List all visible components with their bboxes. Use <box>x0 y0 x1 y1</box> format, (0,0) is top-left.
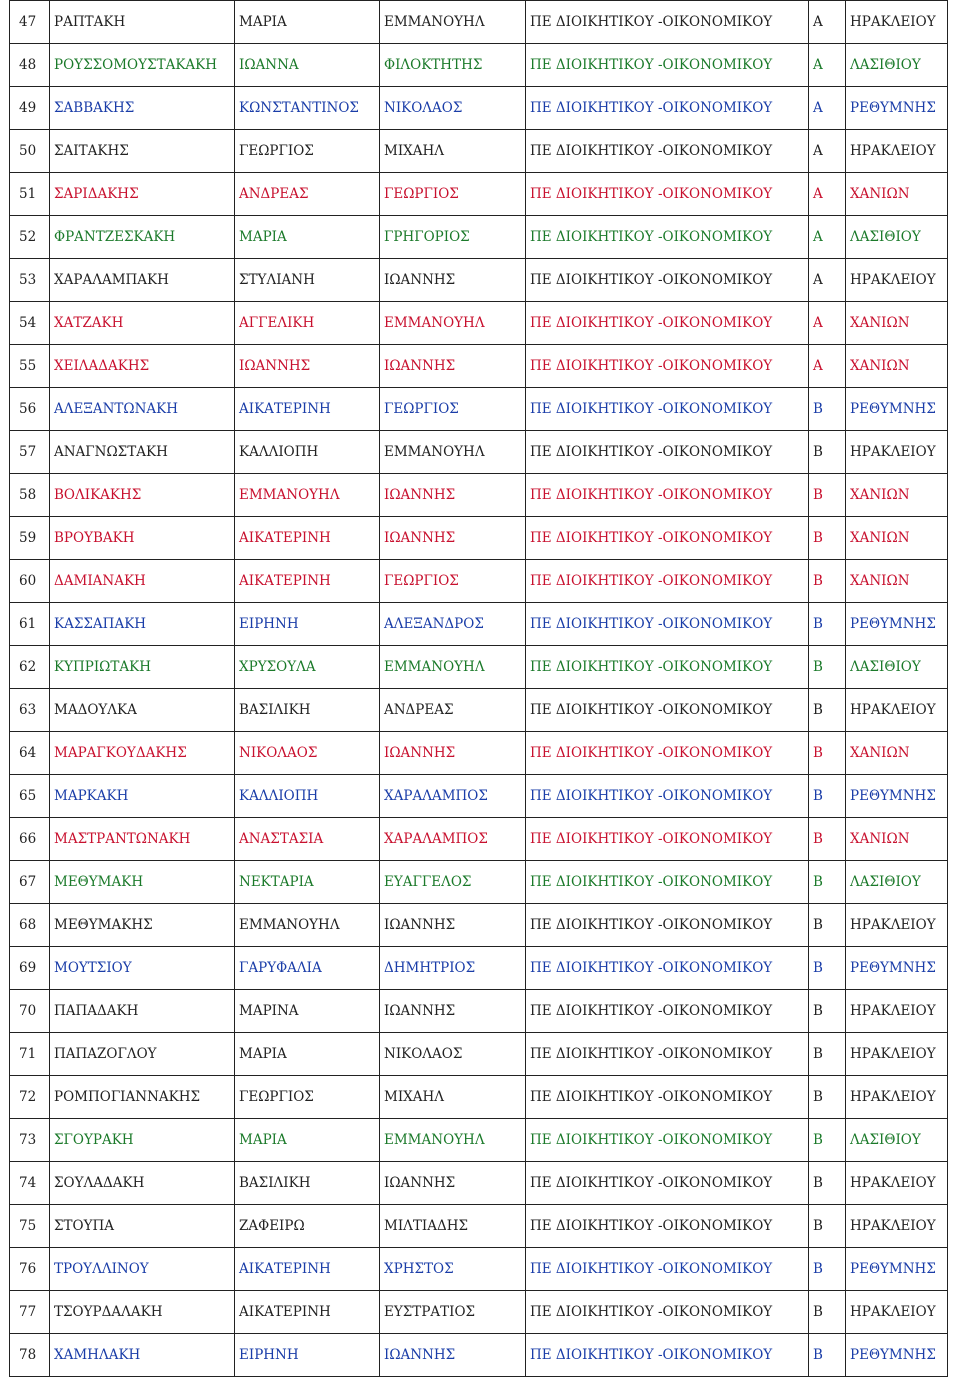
surname-cell: ΧΑΤΖΑΚΗ <box>50 302 235 345</box>
table-row <box>10 216 948 259</box>
first-name-cell: ΑΙΚΑΤΕΡΙΝΗ <box>235 388 380 431</box>
prefecture-cell: ΡΕΘΥΜΝΗΣ <box>846 1334 948 1377</box>
row-number-cell: 71 <box>10 1033 50 1076</box>
surname-cell: ΒΟΛΙΚΑΚΗΣ <box>50 474 235 517</box>
prefecture-cell: ΗΡΑΚΛΕΙΟΥ <box>846 990 948 1033</box>
prefecture-cell: ΛΑΣΙΘΙΟΥ <box>846 216 948 259</box>
first-name-cell: ΧΡΥΣΟΥΛΑ <box>235 646 380 689</box>
surname-cell: ΑΛΕΞΑΝΤΩΝΑΚΗ <box>50 388 235 431</box>
grade-cell: Α <box>809 44 846 87</box>
branch-cell: ΠΕ ΔΙΟΙΚΗΤΙΚΟΥ -ΟΙΚΟΝΟΜΙΚΟΥ <box>526 947 809 990</box>
surname-cell: ΣΓΟΥΡΑΚΗ <box>50 1119 235 1162</box>
prefecture-cell: ΗΡΑΚΛΕΙΟΥ <box>846 130 948 173</box>
branch-cell: ΠΕ ΔΙΟΙΚΗΤΙΚΟΥ -ΟΙΚΟΝΟΜΙΚΟΥ <box>526 173 809 216</box>
first-name-cell: ΑΝΑΣΤΑΣΙΑ <box>235 818 380 861</box>
first-name-cell: ΕΜΜΑΝΟΥΗΛ <box>235 904 380 947</box>
prefecture-cell: ΧΑΝΙΩΝ <box>846 517 948 560</box>
grade-cell: Α <box>809 216 846 259</box>
surname-cell: ΠΑΠΑΖΟΓΛΟΥ <box>50 1033 235 1076</box>
row-number-cell: 70 <box>10 990 50 1033</box>
branch-cell: ΠΕ ΔΙΟΙΚΗΤΙΚΟΥ -ΟΙΚΟΝΟΜΙΚΟΥ <box>526 87 809 130</box>
grade-cell: Β <box>809 732 846 775</box>
table-row <box>10 1334 948 1377</box>
grade-cell: Α <box>809 173 846 216</box>
grade-cell: Β <box>809 947 846 990</box>
table-row <box>10 646 948 689</box>
grade-cell: Α <box>809 345 846 388</box>
father-name-cell: ΔΗΜΗΤΡΙΟΣ <box>380 947 526 990</box>
first-name-cell: ΕΙΡΗΝΗ <box>235 603 380 646</box>
table-row <box>10 904 948 947</box>
table-row <box>10 603 948 646</box>
surname-cell: ΜΑΡΚΑΚΗ <box>50 775 235 818</box>
grade-cell: Α <box>809 87 846 130</box>
row-number-cell: 63 <box>10 689 50 732</box>
first-name-cell: ΖΑΦΕΙΡΩ <box>235 1205 380 1248</box>
branch-cell: ΠΕ ΔΙΟΙΚΗΤΙΚΟΥ -ΟΙΚΟΝΟΜΙΚΟΥ <box>526 302 809 345</box>
first-name-cell: ΜΑΡΙΑ <box>235 1033 380 1076</box>
branch-cell: ΠΕ ΔΙΟΙΚΗΤΙΚΟΥ -ΟΙΚΟΝΟΜΙΚΟΥ <box>526 603 809 646</box>
father-name-cell: ΙΩΑΝΝΗΣ <box>380 1162 526 1205</box>
grade-cell: Β <box>809 474 846 517</box>
grade-cell: Β <box>809 603 846 646</box>
row-number-cell: 55 <box>10 345 50 388</box>
father-name-cell: ΓΕΩΡΓΙΟΣ <box>380 388 526 431</box>
table-row <box>10 1162 948 1205</box>
surname-cell: ΒΡΟΥΒΑΚΗ <box>50 517 235 560</box>
father-name-cell: ΑΝΔΡΕΑΣ <box>380 689 526 732</box>
father-name-cell: ΝΙΚΟΛΑΟΣ <box>380 1033 526 1076</box>
prefecture-cell: ΧΑΝΙΩΝ <box>846 345 948 388</box>
first-name-cell: ΚΑΛΛΙΟΠΗ <box>235 775 380 818</box>
personnel-table <box>9 0 948 1377</box>
grade-cell: Β <box>809 1076 846 1119</box>
table-row <box>10 1 948 44</box>
prefecture-cell: ΡΕΘΥΜΝΗΣ <box>846 775 948 818</box>
row-number-cell: 73 <box>10 1119 50 1162</box>
prefecture-cell: ΡΕΘΥΜΝΗΣ <box>846 603 948 646</box>
prefecture-cell: ΡΕΘΥΜΝΗΣ <box>846 388 948 431</box>
grade-cell: Β <box>809 517 846 560</box>
branch-cell: ΠΕ ΔΙΟΙΚΗΤΙΚΟΥ -ΟΙΚΟΝΟΜΙΚΟΥ <box>526 1162 809 1205</box>
branch-cell: ΠΕ ΔΙΟΙΚΗΤΙΚΟΥ -ΟΙΚΟΝΟΜΙΚΟΥ <box>526 560 809 603</box>
father-name-cell: ΓΕΩΡΓΙΟΣ <box>380 173 526 216</box>
row-number-cell: 72 <box>10 1076 50 1119</box>
branch-cell: ΠΕ ΔΙΟΙΚΗΤΙΚΟΥ -ΟΙΚΟΝΟΜΙΚΟΥ <box>526 689 809 732</box>
row-number-cell: 77 <box>10 1291 50 1334</box>
father-name-cell: ΕΥΑΓΓΕΛΟΣ <box>380 861 526 904</box>
branch-cell: ΠΕ ΔΙΟΙΚΗΤΙΚΟΥ -ΟΙΚΟΝΟΜΙΚΟΥ <box>526 990 809 1033</box>
prefecture-cell: ΡΕΘΥΜΝΗΣ <box>846 947 948 990</box>
first-name-cell: ΙΩΑΝΝΗΣ <box>235 345 380 388</box>
grade-cell: Β <box>809 1119 846 1162</box>
grade-cell: Β <box>809 1205 846 1248</box>
row-number-cell: 65 <box>10 775 50 818</box>
table-row <box>10 560 948 603</box>
father-name-cell: ΕΥΣΤΡΑΤΙΟΣ <box>380 1291 526 1334</box>
prefecture-cell: ΧΑΝΙΩΝ <box>846 173 948 216</box>
row-number-cell: 66 <box>10 818 50 861</box>
prefecture-cell: ΧΑΝΙΩΝ <box>846 474 948 517</box>
grade-cell: Β <box>809 560 846 603</box>
table-row <box>10 689 948 732</box>
father-name-cell: ΜΙΛΤΙΑΔΗΣ <box>380 1205 526 1248</box>
branch-cell: ΠΕ ΔΙΟΙΚΗΤΙΚΟΥ -ΟΙΚΟΝΟΜΙΚΟΥ <box>526 1033 809 1076</box>
table-row <box>10 130 948 173</box>
branch-cell: ΠΕ ΔΙΟΙΚΗΤΙΚΟΥ -ΟΙΚΟΝΟΜΙΚΟΥ <box>526 818 809 861</box>
table-row <box>10 388 948 431</box>
table-row <box>10 44 948 87</box>
father-name-cell: ΙΩΑΝΝΗΣ <box>380 517 526 560</box>
prefecture-cell: ΗΡΑΚΛΕΙΟΥ <box>846 431 948 474</box>
table-row <box>10 474 948 517</box>
table-body <box>10 1 948 1377</box>
grade-cell: Β <box>809 1248 846 1291</box>
table-row <box>10 732 948 775</box>
surname-cell: ΡΑΠΤΑΚΗ <box>50 1 235 44</box>
surname-cell: ΚΑΣΣΑΠΑΚΗ <box>50 603 235 646</box>
table-row <box>10 173 948 216</box>
grade-cell: Β <box>809 1334 846 1377</box>
row-number-cell: 57 <box>10 431 50 474</box>
first-name-cell: ΑΙΚΑΤΕΡΙΝΗ <box>235 517 380 560</box>
first-name-cell: ΓΕΩΡΓΙΟΣ <box>235 1076 380 1119</box>
first-name-cell: ΚΩΝΣΤΑΝΤΙΝΟΣ <box>235 87 380 130</box>
surname-cell: ΜΟΥΤΣΙΟΥ <box>50 947 235 990</box>
first-name-cell: ΑΙΚΑΤΕΡΙΝΗ <box>235 560 380 603</box>
father-name-cell: ΧΡΗΣΤΟΣ <box>380 1248 526 1291</box>
row-number-cell: 62 <box>10 646 50 689</box>
father-name-cell: ΜΙΧΑΗΛ <box>380 1076 526 1119</box>
table-row <box>10 1076 948 1119</box>
father-name-cell: ΓΡΗΓΟΡΙΟΣ <box>380 216 526 259</box>
father-name-cell: ΕΜΜΑΝΟΥΗΛ <box>380 431 526 474</box>
father-name-cell: ΕΜΜΑΝΟΥΗΛ <box>380 1119 526 1162</box>
grade-cell: Α <box>809 259 846 302</box>
surname-cell: ΣΑΡΙΔΑΚΗΣ <box>50 173 235 216</box>
grade-cell: Β <box>809 431 846 474</box>
branch-cell: ΠΕ ΔΙΟΙΚΗΤΙΚΟΥ -ΟΙΚΟΝΟΜΙΚΟΥ <box>526 904 809 947</box>
prefecture-cell: ΛΑΣΙΘΙΟΥ <box>846 861 948 904</box>
first-name-cell: ΑΝΔΡΕΑΣ <box>235 173 380 216</box>
first-name-cell: ΕΙΡΗΝΗ <box>235 1334 380 1377</box>
surname-cell: ΣΟΥΛΑΔΑΚΗ <box>50 1162 235 1205</box>
prefecture-cell: ΧΑΝΙΩΝ <box>846 732 948 775</box>
grade-cell: Α <box>809 302 846 345</box>
branch-cell: ΠΕ ΔΙΟΙΚΗΤΙΚΟΥ -ΟΙΚΟΝΟΜΙΚΟΥ <box>526 1119 809 1162</box>
grade-cell: Β <box>809 775 846 818</box>
row-number-cell: 75 <box>10 1205 50 1248</box>
row-number-cell: 59 <box>10 517 50 560</box>
branch-cell: ΠΕ ΔΙΟΙΚΗΤΙΚΟΥ -ΟΙΚΟΝΟΜΙΚΟΥ <box>526 216 809 259</box>
surname-cell: ΧΕΙΛΑΔΑΚΗΣ <box>50 345 235 388</box>
surname-cell: ΣΑΒΒΑΚΗΣ <box>50 87 235 130</box>
table-row <box>10 302 948 345</box>
father-name-cell: ΦΙΛΟΚΤΗΤΗΣ <box>380 44 526 87</box>
row-number-cell: 54 <box>10 302 50 345</box>
grade-cell: Β <box>809 904 846 947</box>
father-name-cell: ΧΑΡΑΛΑΜΠΟΣ <box>380 775 526 818</box>
surname-cell: ΜΑΡΑΓΚΟΥΔΑΚΗΣ <box>50 732 235 775</box>
first-name-cell: ΓΕΩΡΓΙΟΣ <box>235 130 380 173</box>
father-name-cell: ΙΩΑΝΝΗΣ <box>380 259 526 302</box>
first-name-cell: ΜΑΡΙΑ <box>235 1119 380 1162</box>
father-name-cell: ΓΕΩΡΓΙΟΣ <box>380 560 526 603</box>
branch-cell: ΠΕ ΔΙΟΙΚΗΤΙΚΟΥ -ΟΙΚΟΝΟΜΙΚΟΥ <box>526 130 809 173</box>
surname-cell: ΣΑΙΤΑΚΗΣ <box>50 130 235 173</box>
prefecture-cell: ΗΡΑΚΛΕΙΟΥ <box>846 904 948 947</box>
surname-cell: ΡΟΜΠΟΓΙΑΝΝΑΚΗΣ <box>50 1076 235 1119</box>
branch-cell: ΠΕ ΔΙΟΙΚΗΤΙΚΟΥ -ΟΙΚΟΝΟΜΙΚΟΥ <box>526 861 809 904</box>
branch-cell: ΠΕ ΔΙΟΙΚΗΤΙΚΟΥ -ΟΙΚΟΝΟΜΙΚΟΥ <box>526 1076 809 1119</box>
father-name-cell: ΜΙΧΑΗΛ <box>380 130 526 173</box>
prefecture-cell: ΡΕΘΥΜΝΗΣ <box>846 1248 948 1291</box>
grade-cell: Β <box>809 990 846 1033</box>
branch-cell: ΠΕ ΔΙΟΙΚΗΤΙΚΟΥ -ΟΙΚΟΝΟΜΙΚΟΥ <box>526 517 809 560</box>
row-number-cell: 48 <box>10 44 50 87</box>
surname-cell: ΚΥΠΡΙΩΤΑΚΗ <box>50 646 235 689</box>
surname-cell: ΔΑΜΙΑΝΑΚΗ <box>50 560 235 603</box>
row-number-cell: 61 <box>10 603 50 646</box>
branch-cell: ΠΕ ΔΙΟΙΚΗΤΙΚΟΥ -ΟΙΚΟΝΟΜΙΚΟΥ <box>526 1 809 44</box>
branch-cell: ΠΕ ΔΙΟΙΚΗΤΙΚΟΥ -ΟΙΚΟΝΟΜΙΚΟΥ <box>526 1334 809 1377</box>
table-row <box>10 1291 948 1334</box>
surname-cell: ΤΣΟΥΡΔΑΛΑΚΗ <box>50 1291 235 1334</box>
table-row <box>10 775 948 818</box>
father-name-cell: ΙΩΑΝΝΗΣ <box>380 990 526 1033</box>
branch-cell: ΠΕ ΔΙΟΙΚΗΤΙΚΟΥ -ΟΙΚΟΝΟΜΙΚΟΥ <box>526 1205 809 1248</box>
first-name-cell: ΜΑΡΙΑ <box>235 216 380 259</box>
prefecture-cell: ΛΑΣΙΘΙΟΥ <box>846 44 948 87</box>
father-name-cell: ΙΩΑΝΝΗΣ <box>380 345 526 388</box>
father-name-cell: ΙΩΑΝΝΗΣ <box>380 474 526 517</box>
branch-cell: ΠΕ ΔΙΟΙΚΗΤΙΚΟΥ -ΟΙΚΟΝΟΜΙΚΟΥ <box>526 732 809 775</box>
first-name-cell: ΒΑΣΙΛΙΚΗ <box>235 689 380 732</box>
grade-cell: Β <box>809 689 846 732</box>
surname-cell: ΤΡΟΥΛΛΙΝΟΥ <box>50 1248 235 1291</box>
surname-cell: ΦΡΑΝΤΖΕΣΚΑΚΗ <box>50 216 235 259</box>
grade-cell: Β <box>809 861 846 904</box>
surname-cell: ΡΟΥΣΣΟΜΟΥΣΤΑΚΑΚΗ <box>50 44 235 87</box>
table-row <box>10 947 948 990</box>
surname-cell: ΜΑΣΤΡΑΝΤΩΝΑΚΗ <box>50 818 235 861</box>
row-number-cell: 56 <box>10 388 50 431</box>
grade-cell: Α <box>809 1 846 44</box>
table-row <box>10 87 948 130</box>
prefecture-cell: ΗΡΑΚΛΕΙΟΥ <box>846 1076 948 1119</box>
branch-cell: ΠΕ ΔΙΟΙΚΗΤΙΚΟΥ -ΟΙΚΟΝΟΜΙΚΟΥ <box>526 646 809 689</box>
first-name-cell: ΑΓΓΕΛΙΚΗ <box>235 302 380 345</box>
father-name-cell: ΕΜΜΑΝΟΥΗΛ <box>380 646 526 689</box>
table-row <box>10 1033 948 1076</box>
table-row <box>10 1205 948 1248</box>
prefecture-cell: ΧΑΝΙΩΝ <box>846 302 948 345</box>
first-name-cell: ΣΤΥΛΙΑΝΗ <box>235 259 380 302</box>
first-name-cell: ΓΑΡΥΦΑΛΙΑ <box>235 947 380 990</box>
branch-cell: ΠΕ ΔΙΟΙΚΗΤΙΚΟΥ -ΟΙΚΟΝΟΜΙΚΟΥ <box>526 345 809 388</box>
first-name-cell: ΙΩΑΝΝΑ <box>235 44 380 87</box>
grade-cell: Β <box>809 646 846 689</box>
row-number-cell: 47 <box>10 1 50 44</box>
row-number-cell: 50 <box>10 130 50 173</box>
surname-cell: ΣΤΟΥΠΑ <box>50 1205 235 1248</box>
branch-cell: ΠΕ ΔΙΟΙΚΗΤΙΚΟΥ -ΟΙΚΟΝΟΜΙΚΟΥ <box>526 1248 809 1291</box>
grade-cell: Β <box>809 1291 846 1334</box>
father-name-cell: ΕΜΜΑΝΟΥΗΛ <box>380 1 526 44</box>
prefecture-cell: ΗΡΑΚΛΕΙΟΥ <box>846 1033 948 1076</box>
prefecture-cell: ΗΡΑΚΛΕΙΟΥ <box>846 259 948 302</box>
first-name-cell: ΝΕΚΤΑΡΙΑ <box>235 861 380 904</box>
branch-cell: ΠΕ ΔΙΟΙΚΗΤΙΚΟΥ -ΟΙΚΟΝΟΜΙΚΟΥ <box>526 259 809 302</box>
grade-cell: Β <box>809 1033 846 1076</box>
table-row <box>10 818 948 861</box>
prefecture-cell: ΧΑΝΙΩΝ <box>846 560 948 603</box>
first-name-cell: ΚΑΛΛΙΟΠΗ <box>235 431 380 474</box>
first-name-cell: ΑΙΚΑΤΕΡΙΝΗ <box>235 1248 380 1291</box>
surname-cell: ΧΑΜΗΛΑΚΗ <box>50 1334 235 1377</box>
father-name-cell: ΙΩΑΝΝΗΣ <box>380 732 526 775</box>
grade-cell: Β <box>809 388 846 431</box>
row-number-cell: 52 <box>10 216 50 259</box>
prefecture-cell: ΗΡΑΚΛΕΙΟΥ <box>846 1162 948 1205</box>
grade-cell: Β <box>809 1162 846 1205</box>
table-row <box>10 259 948 302</box>
table-row <box>10 517 948 560</box>
father-name-cell: ΝΙΚΟΛΑΟΣ <box>380 87 526 130</box>
row-number-cell: 74 <box>10 1162 50 1205</box>
row-number-cell: 67 <box>10 861 50 904</box>
first-name-cell: ΝΙΚΟΛΑΟΣ <box>235 732 380 775</box>
surname-cell: ΜΑΔΟΥΛΚΑ <box>50 689 235 732</box>
row-number-cell: 60 <box>10 560 50 603</box>
grade-cell: Β <box>809 818 846 861</box>
first-name-cell: ΜΑΡΙΑ <box>235 1 380 44</box>
surname-cell: ΜΕΘΥΜΑΚΗΣ <box>50 904 235 947</box>
first-name-cell: ΒΑΣΙΛΙΚΗ <box>235 1162 380 1205</box>
table-row <box>10 1248 948 1291</box>
father-name-cell: ΙΩΑΝΝΗΣ <box>380 1334 526 1377</box>
surname-cell: ΜΕΘΥΜΑΚΗ <box>50 861 235 904</box>
row-number-cell: 51 <box>10 173 50 216</box>
prefecture-cell: ΛΑΣΙΘΙΟΥ <box>846 1119 948 1162</box>
first-name-cell: ΑΙΚΑΤΕΡΙΝΗ <box>235 1291 380 1334</box>
prefecture-cell: ΛΑΣΙΘΙΟΥ <box>846 646 948 689</box>
father-name-cell: ΙΩΑΝΝΗΣ <box>380 904 526 947</box>
prefecture-cell: ΗΡΑΚΛΕΙΟΥ <box>846 1 948 44</box>
father-name-cell: ΑΛΕΞΑΝΔΡΟΣ <box>380 603 526 646</box>
surname-cell: ΑΝΑΓΝΩΣΤΑΚΗ <box>50 431 235 474</box>
grade-cell: Α <box>809 130 846 173</box>
prefecture-cell: ΗΡΑΚΛΕΙΟΥ <box>846 689 948 732</box>
first-name-cell: ΜΑΡΙΝΑ <box>235 990 380 1033</box>
father-name-cell: ΧΑΡΑΛΑΜΠΟΣ <box>380 818 526 861</box>
row-number-cell: 68 <box>10 904 50 947</box>
table-row <box>10 431 948 474</box>
table-row <box>10 861 948 904</box>
row-number-cell: 78 <box>10 1334 50 1377</box>
branch-cell: ΠΕ ΔΙΟΙΚΗΤΙΚΟΥ -ΟΙΚΟΝΟΜΙΚΟΥ <box>526 388 809 431</box>
row-number-cell: 53 <box>10 259 50 302</box>
branch-cell: ΠΕ ΔΙΟΙΚΗΤΙΚΟΥ -ΟΙΚΟΝΟΜΙΚΟΥ <box>526 431 809 474</box>
table-row <box>10 1119 948 1162</box>
surname-cell: ΧΑΡΑΛΑΜΠΑΚΗ <box>50 259 235 302</box>
table-row <box>10 345 948 388</box>
branch-cell: ΠΕ ΔΙΟΙΚΗΤΙΚΟΥ -ΟΙΚΟΝΟΜΙΚΟΥ <box>526 775 809 818</box>
surname-cell: ΠΑΠΑΔΑΚΗ <box>50 990 235 1033</box>
branch-cell: ΠΕ ΔΙΟΙΚΗΤΙΚΟΥ -ΟΙΚΟΝΟΜΙΚΟΥ <box>526 474 809 517</box>
branch-cell: ΠΕ ΔΙΟΙΚΗΤΙΚΟΥ -ΟΙΚΟΝΟΜΙΚΟΥ <box>526 44 809 87</box>
row-number-cell: 76 <box>10 1248 50 1291</box>
prefecture-cell: ΧΑΝΙΩΝ <box>846 818 948 861</box>
father-name-cell: ΕΜΜΑΝΟΥΗΛ <box>380 302 526 345</box>
row-number-cell: 49 <box>10 87 50 130</box>
table-row <box>10 990 948 1033</box>
row-number-cell: 69 <box>10 947 50 990</box>
first-name-cell: ΕΜΜΑΝΟΥΗΛ <box>235 474 380 517</box>
row-number-cell: 64 <box>10 732 50 775</box>
prefecture-cell: ΡΕΘΥΜΝΗΣ <box>846 87 948 130</box>
prefecture-cell: ΗΡΑΚΛΕΙΟΥ <box>846 1291 948 1334</box>
row-number-cell: 58 <box>10 474 50 517</box>
prefecture-cell: ΗΡΑΚΛΕΙΟΥ <box>846 1205 948 1248</box>
branch-cell: ΠΕ ΔΙΟΙΚΗΤΙΚΟΥ -ΟΙΚΟΝΟΜΙΚΟΥ <box>526 1291 809 1334</box>
